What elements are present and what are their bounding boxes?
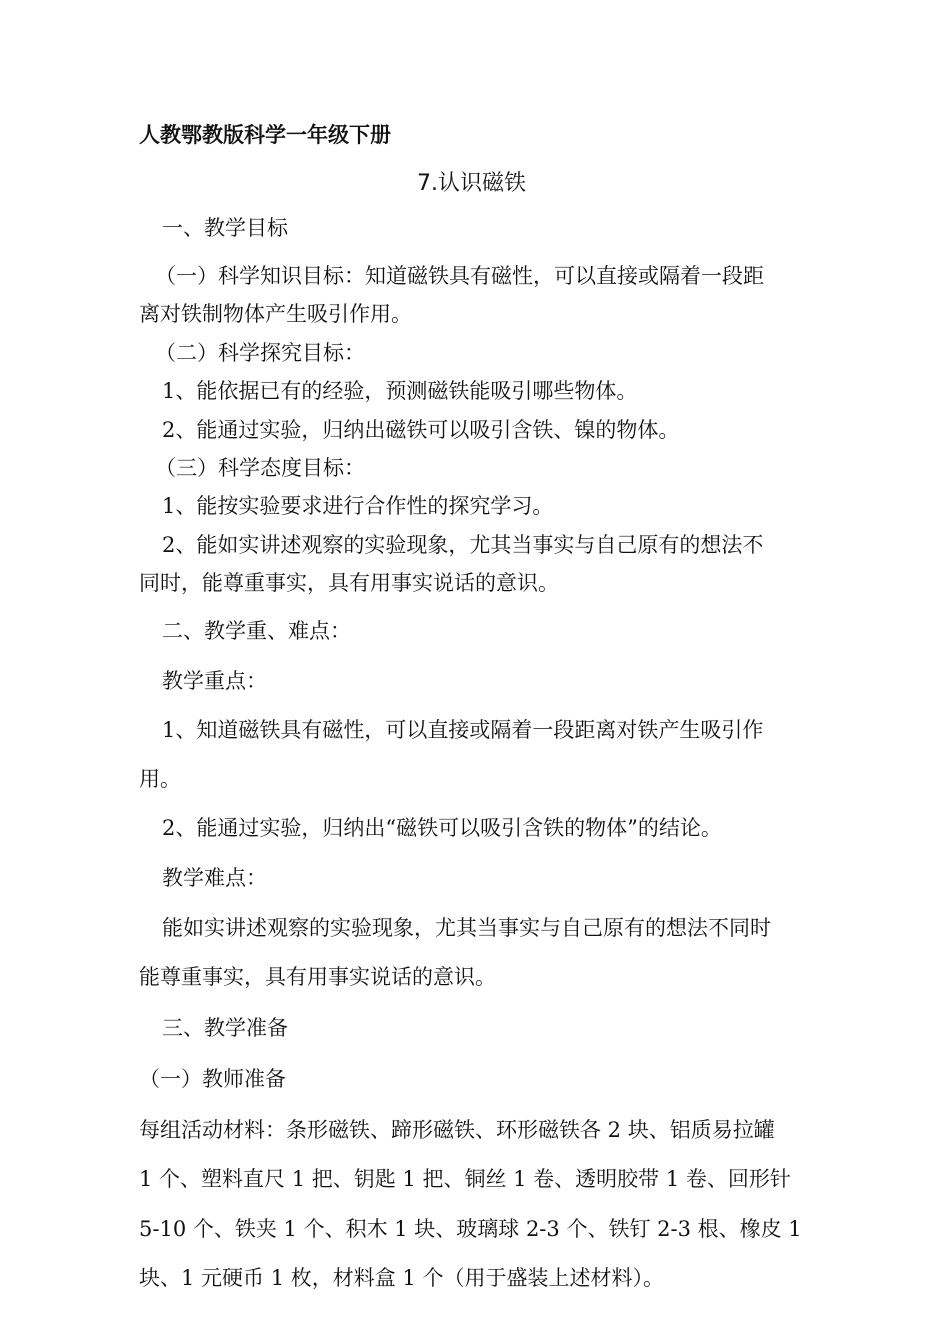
section-heading-objectives: 一、教学目标 xyxy=(162,216,288,240)
paragraph-line: 同时，能尊重事实，具有用事实说话的意识。 xyxy=(139,571,559,595)
document-header: 人教鄂教版科学一年级下册 xyxy=(139,123,391,147)
list-item: 1、能按实验要求进行合作性的探究学习。 xyxy=(162,494,554,518)
paragraph-line: 用。 xyxy=(139,767,181,791)
paragraph-line: 离对铁制物体产生吸引作用。 xyxy=(139,302,412,326)
subheading-attitude: （三）科学态度目标： xyxy=(155,456,365,480)
list-item: 1、知道磁铁具有磁性，可以直接或隔着一段距离对铁产生吸引作 xyxy=(162,718,764,742)
subheading-inquiry: （二）科学探究目标： xyxy=(155,341,365,365)
paragraph-line: （一）科学知识目标：知道磁铁具有磁性，可以直接或隔着一段距 xyxy=(155,264,764,288)
list-item: 2、能如实讲述观察的实验现象，尤其当事实与自己原有的想法不 xyxy=(162,533,764,557)
list-item: 2、能通过实验，归纳出磁铁可以吸引含铁、镍的物体。 xyxy=(162,418,680,442)
paragraph-line: 每组活动材料：条形磁铁、蹄形磁铁、环形磁铁各 2 块、铝质易拉罐 xyxy=(139,1118,775,1142)
list-item: 1、能依据已有的经验，预测磁铁能吸引哪些物体。 xyxy=(162,379,638,403)
section-heading-key-points: 二、教学重、难点： xyxy=(162,619,351,643)
document-title: 7.认识磁铁 xyxy=(417,171,526,196)
paragraph-line: 能尊重事实，具有用事实说话的意识。 xyxy=(139,965,496,989)
paragraph-line: 能如实讲述观察的实验现象，尤其当事实与自己原有的想法不同时 xyxy=(162,916,771,940)
paragraph-line: 5-10 个、铁夹 1 个、积木 1 块、玻璃球 2-3 个、铁钉 2-3 根、橡皮 1 xyxy=(139,1217,802,1241)
subheading-difficulty: 教学难点： xyxy=(162,866,267,890)
section-heading-preparation: 三、教学准备 xyxy=(162,1016,288,1040)
list-item: 2、能通过实验，归纳出“磁铁可以吸引含铁的物体”的结论。 xyxy=(162,816,722,840)
subheading-focus: 教学重点： xyxy=(162,669,267,693)
paragraph-line: 1 个、塑料直尺 1 把、钥匙 1 把、铜丝 1 卷、透明胶带 1 卷、回形针 xyxy=(139,1167,791,1191)
subheading-teacher-prep: （一）教师准备 xyxy=(139,1067,286,1091)
paragraph-line: 块、1 元硬币 1 枚，材料盒 1 个（用于盛装上述材料）。 xyxy=(139,1266,664,1290)
